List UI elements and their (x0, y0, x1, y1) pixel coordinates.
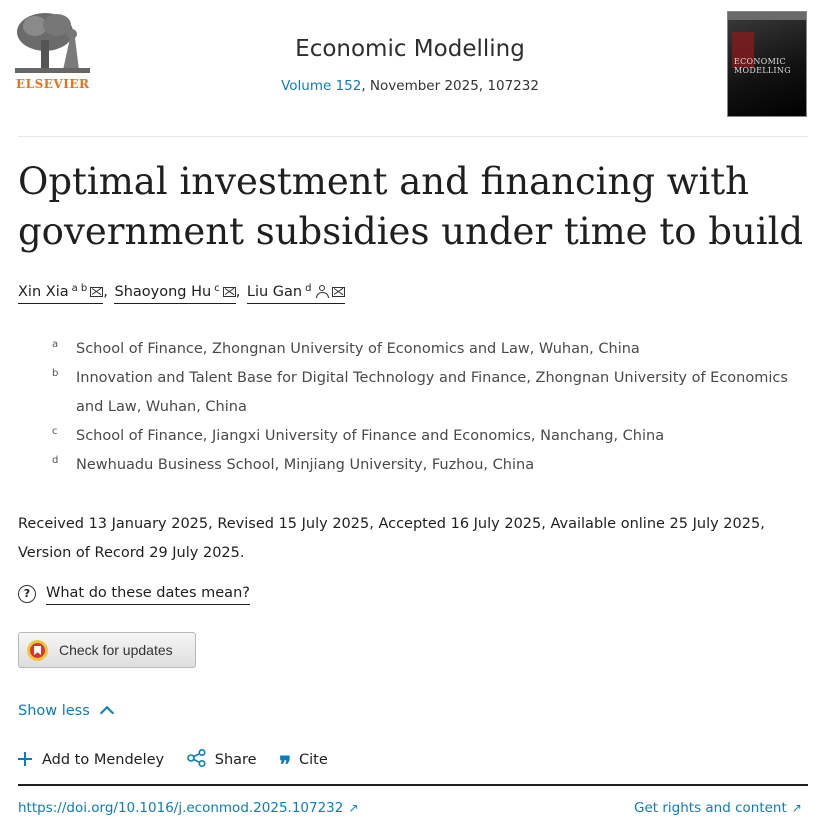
author-separator: , (235, 284, 241, 300)
author-affiliation-marks: a b (71, 283, 88, 294)
author-affiliation-marks: c (214, 283, 220, 294)
cite-button[interactable] (279, 752, 328, 778)
chevron-up-icon (100, 706, 114, 720)
cover-title-text: ECONOMIC MODELLING (734, 57, 791, 75)
mail-icon (223, 287, 236, 297)
elsevier-wordmark: ELSEVIER (16, 77, 90, 91)
affiliation-label: a (52, 339, 59, 350)
show-less-label: Show less (18, 703, 90, 719)
dates-help-label: What do these dates mean? (46, 585, 250, 605)
crossmark-icon (27, 640, 48, 661)
cite-label: Cite (299, 752, 328, 768)
article-actions (18, 749, 346, 778)
author-xin-xia[interactable] (18, 283, 103, 304)
journal-cover-thumbnail[interactable] (727, 11, 807, 117)
affiliation-text: School of Finance, Jiangxi University of Finance and Economics, Nanchang, China (76, 428, 665, 444)
external-link-arrow-icon: ↗ (791, 801, 802, 815)
journal-issue-info (200, 78, 620, 94)
elsevier-tree-icon (15, 10, 90, 76)
article-title: Optimal investment and financing with government subsidies under time to build (18, 160, 804, 253)
publication-dates: Received 13 January 2025, Revised 15 July 2025, Accepted 16 July 2025, Available online 25 July 2025, Version of Record 29 July 2025. (18, 516, 765, 561)
header-divider (18, 136, 808, 137)
question-circle-icon: ? (18, 585, 36, 603)
actions-divider (18, 784, 808, 786)
doi-url: https://doi.org/10.1016/j.econmod.2025.107232 (18, 800, 344, 816)
share-icon (187, 749, 207, 767)
author-name: Shaoyong Hu (114, 284, 212, 300)
person-icon (316, 285, 329, 298)
check-for-updates-button[interactable] (18, 632, 196, 668)
dates-help-link[interactable] (18, 585, 250, 603)
author-liu-gan[interactable] (247, 283, 346, 304)
author-affiliation-marks: d (305, 283, 312, 294)
affiliation-label: c (52, 426, 58, 437)
plus-icon (18, 752, 32, 766)
issue-details: , November 2025, 107232 (361, 78, 539, 94)
affiliation-label: d (52, 455, 59, 466)
affiliation-text: School of Finance, Zhongnan University of Economics and Law, Wuhan, China (76, 341, 640, 357)
volume-link[interactable]: Volume 152 (281, 78, 362, 94)
author-name: Liu Gan (246, 284, 303, 300)
affiliation-label: b (52, 368, 59, 379)
external-link-arrow-icon: ↗ (348, 801, 359, 815)
add-to-mendeley-label: Add to Mendeley (42, 752, 165, 768)
author-name: Xin Xia (18, 284, 69, 300)
author-list (18, 283, 345, 304)
get-rights-link[interactable] (634, 800, 802, 816)
share-label: Share (214, 752, 257, 768)
mail-icon (90, 287, 103, 297)
share-button[interactable] (187, 749, 257, 768)
check-for-updates-label: Check for updates (59, 642, 173, 658)
mail-icon (332, 287, 345, 297)
show-less-toggle[interactable] (18, 703, 112, 719)
journal-title[interactable]: Economic Modelling (295, 36, 525, 62)
affiliation-text: Innovation and Talent Base for Digital Technology and Finance, Zhongnan University of Economics and Law, Wuhan, China (76, 370, 788, 415)
get-rights-label: Get rights and content (634, 800, 787, 816)
cover-top-bar (728, 12, 806, 20)
quote-icon: ❞ (279, 752, 290, 778)
author-separator: , (103, 284, 108, 300)
author-shaoyong-hu[interactable] (114, 283, 235, 304)
doi-link[interactable] (18, 800, 358, 816)
affiliation-text: Newhuadu Business School, Minjiang University, Fuzhou, China (76, 457, 535, 473)
add-to-mendeley-button[interactable] (18, 752, 164, 768)
